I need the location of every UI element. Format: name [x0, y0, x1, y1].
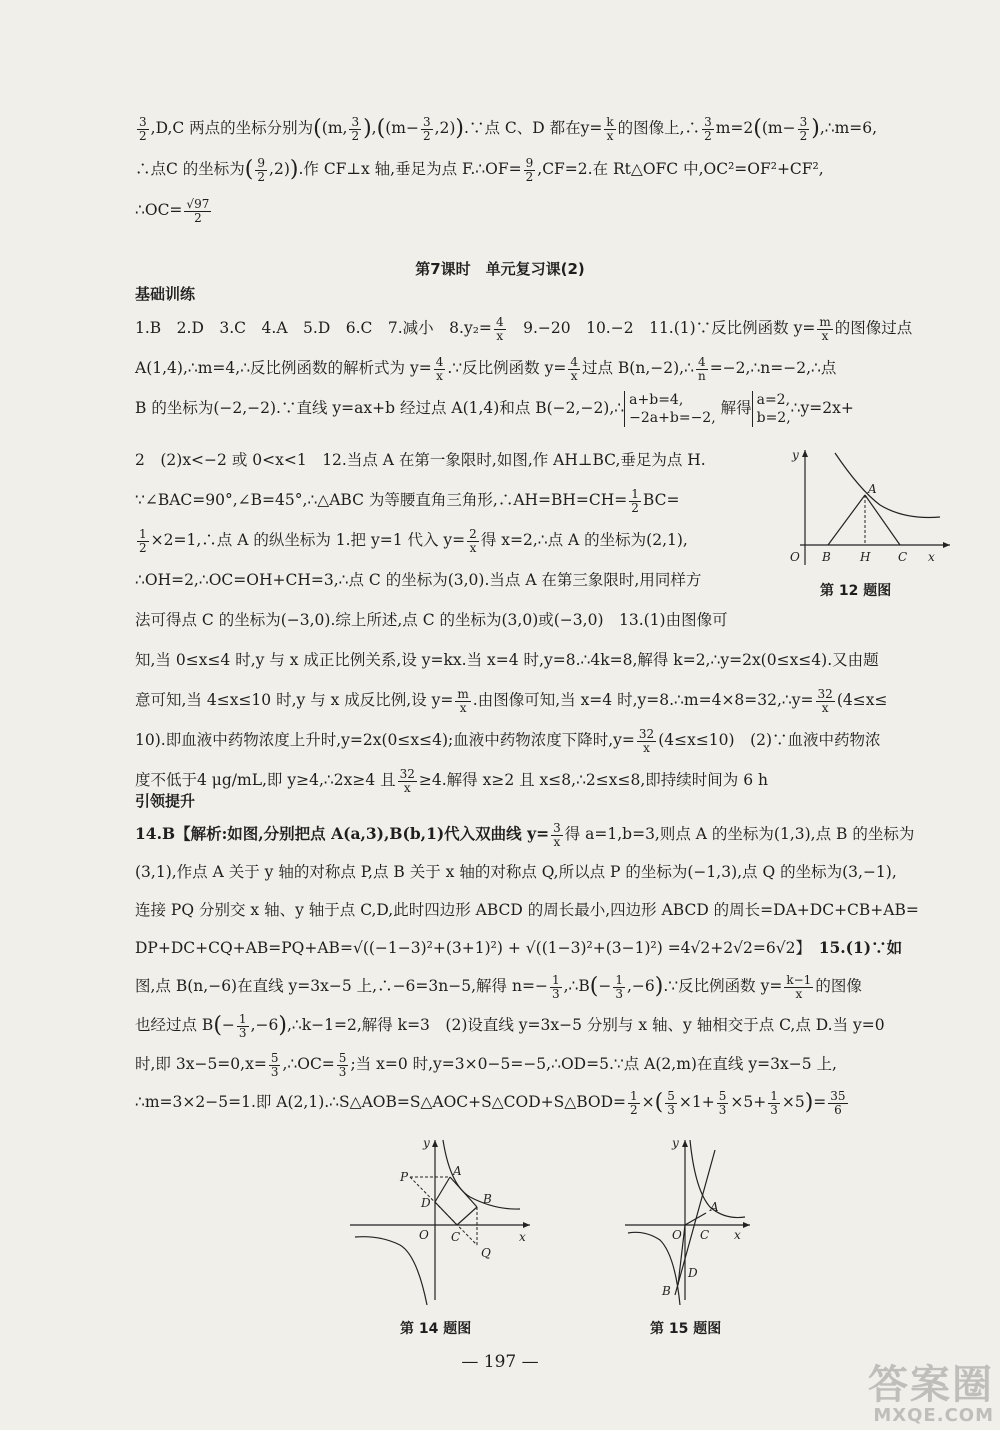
svg-text:x: x	[928, 550, 935, 564]
intro-line-1: $\frac{3}{2}$ ,D,C 两点的坐标分别为((m, $\frac{3}{2}$ ),((m− $\frac{3}{2}$ ,2)).∵点 C、D 都在y= $\frac{k}{x}$ 的图像上,∴ $\frac{3}{2}$ m=2((m− $\frac{3}{2}$ ),∴m=6,	[139, 114, 878, 143]
svg-text:A: A	[868, 482, 877, 496]
svg-text:B: B	[822, 550, 831, 564]
svg-text:y: y	[423, 1136, 430, 1150]
svg-text:y: y	[672, 1136, 679, 1150]
svg-text:Q: Q	[481, 1246, 491, 1260]
svg-text:O: O	[790, 550, 800, 564]
watermark-url: MXQE.COM	[873, 1405, 994, 1426]
fraction: $\frac{3}{2}$	[139, 114, 147, 143]
svg-text:x: x	[519, 1230, 526, 1244]
svg-text:C: C	[700, 1228, 710, 1242]
figure-14-caption: 第 14 题图	[400, 1321, 472, 1337]
svg-text:A: A	[453, 1164, 462, 1178]
svg-text:D: D	[688, 1266, 698, 1280]
svg-text:C: C	[898, 550, 908, 564]
svg-text:B: B	[662, 1284, 671, 1298]
basic-paragraph-top: 1.B 2.D 3.C 4.A 5.D 6.C 7.减小 8.y₂= $\frac{4}{x}$ 9.−20 10.−2 11.(1)∵反比例函数 y= $\frac{m}{x}$ 的图像过点 A(1,4),∴m=4,∴反比例函数的解析式为 y= $\frac{4}{x}$ .∵反比例函数 y= $\frac{4}{x}$ 过点 B(n,−2),∴ $\frac{4}{n}$ =−2,∴n=−2,∴点 B 的坐标为(−2,−2).∵直线 y=ax+b 经过点 A(1,4)和点 B(−2,−2),∴ a+b=4, −2a+b=−2, 解得 a=2, b=2, ∴y=2x+	[135, 314, 913, 426]
svg-text:P: P	[400, 1170, 409, 1184]
svg-text:B: B	[483, 1192, 492, 1206]
watermark	[868, 1362, 994, 1426]
figure-15	[620, 1135, 760, 1305]
svg-text:D: D	[421, 1196, 431, 1210]
basic-paragraph-side: 2 (2)x<−2 或 0<x<1 12.当点 A 在第一象限时,如图,作 AH⊥BC,垂足为点 H. ∵∠BAC=90°,∠B=45°,∴△ABC 为等腰直角三角形,∴AH=BH=CH= $\frac{1}{2}$ BC= $\frac{1}{2}$ ×2=1,∴点 A 的纵坐标为 1.把 y=1 代入 y= $\frac{2}{x}$ 得 x=2,∴点 A 的坐标为(2,1), ∴OH=2,∴OC=OH+CH=3,∴点 C 的坐标为(3,0).当点 A 在第三象限时,用同样方	[135, 451, 706, 589]
section-basic-training: 基础训练	[135, 285, 196, 303]
svg-text:y: y	[792, 448, 799, 462]
figure-15-caption: 第 15 题图	[650, 1321, 722, 1337]
page-number: — 197 —	[461, 1352, 539, 1372]
svg-text:O: O	[672, 1228, 682, 1242]
watermark-logo: 答案圈	[868, 1362, 994, 1408]
basic-paragraph-bottom: 法可得点 C 的坐标为(−3,0).综上所述,点 C 的坐标为(3,0)或(−3,0) 13.(1)由图像可 知,当 0≤x≤4 时,y 与 x 成正比例关系,设 y=kx.当 x=4 时,y=8.∴4k=8,解得 k=2,∴y=2x(0≤x≤4).又由题 意可知,当 4≤x≤10 时,y 与 x 成反比例,设 y= $\frac{m}{x}$ .由图像可知,当 x=4 时,y=8.∴m=4×8=32,∴y= $\frac{32}{x}$ (4≤x≤ 10).即血液中药物浓度上升时,y=2x(0≤x≤4);血液中药物浓度下降时,y= $\frac{32}{x}$ (4≤x≤10) (2)∵血液中药物浓 度不低于4 μg/mL,即 y≥4,∴2x≥4 且 $\frac{32}{x}$ ≥4.解得 x≥2 且 x≤8,∴2≤x≤8,即持续时间为 6 h	[135, 611, 888, 795]
svg-text:O: O	[419, 1228, 429, 1242]
advance-paragraph: 14.B【解析:如图,分别把点 A(a,3),B(b,1)代入双曲线 y= $\frac{3}{x}$ 得 a=1,b=3,则点 A 的坐标为(1,3),点 B 的坐标为 (3,1),作点 A 关于 y 轴的对称点 P,点 B 关于 x 轴的对称点 Q,所以点 P 的坐标为(−1,3),点 Q 的坐标为(3,−1), 连接 PQ 分别交 x 轴、y 轴于点 C,D,此时四边形 ABCD 的周长最小,四边形 ABCD 的周长=DA+DC+CB+AB= DP+DC+CQ+AB=PQ+AB=√((−1−3)²+(3+1)²) + √((1−3)²+(3−1)²) =4√2+2√2=6√2】 15.(1)∵如 图,点 B(n,−6)在直线 y=3x−5 上,∴−6=3n−5,解得 n=− $\frac{1}{3}$ ,∴B(− $\frac{1}{3}$ ,−6).∵反比例函数 y= $\frac{k-1}{x}$ 的图像 也经过点 B(− $\frac{1}{3}$ ,−6),∴k−1=2,解得 k=3 (2)设直线 y=3x−5 分别与 x 轴、y 轴相交于点 C,点 D.当 y=0 时,即 3x−5=0,x= $\frac{5}{3}$ ,∴OC= $\frac{5}{3}$ ;当 x=0 时,y=3×0−5=−5,∴OD=5.∵点 A(2,m)在直线 y=3x−5 上, ∴m=3×2−5=1.即 A(2,1).∴S△AOB=S△AOC+S△COD+S△BOD= $\frac{1}{2}$ ×( $\frac{5}{3}$ ×1+ $\frac{5}{3}$ ×5+ $\frac{1}{3}$ ×5)= $\frac{35}{6}$	[135, 820, 919, 1117]
figure-12-caption: 第 12 题图	[820, 583, 892, 599]
svg-text:x: x	[734, 1228, 741, 1242]
intro-line-2: ∴点C 的坐标为( $\frac{9}{2}$ ,2)).作 CF⊥x 轴,垂足为点 F.∴OF= $\frac{9}{2}$ ,CF=2.在 Rt△OFC 中,OC²=OF²+CF²,	[135, 155, 824, 184]
intro-paragraph	[135, 108, 957, 230]
figure-14	[345, 1135, 540, 1305]
svg-text:A: A	[710, 1200, 719, 1214]
figure-12	[780, 445, 955, 570]
svg-text:H: H	[860, 550, 871, 564]
svg-text:C: C	[451, 1230, 461, 1244]
section-advance: 引领提升	[135, 792, 196, 810]
lesson-title: 第7课时 单元复习课(2)	[415, 260, 585, 278]
intro-line-3: ∴OC= $\frac{√97}{2}$	[135, 196, 210, 225]
